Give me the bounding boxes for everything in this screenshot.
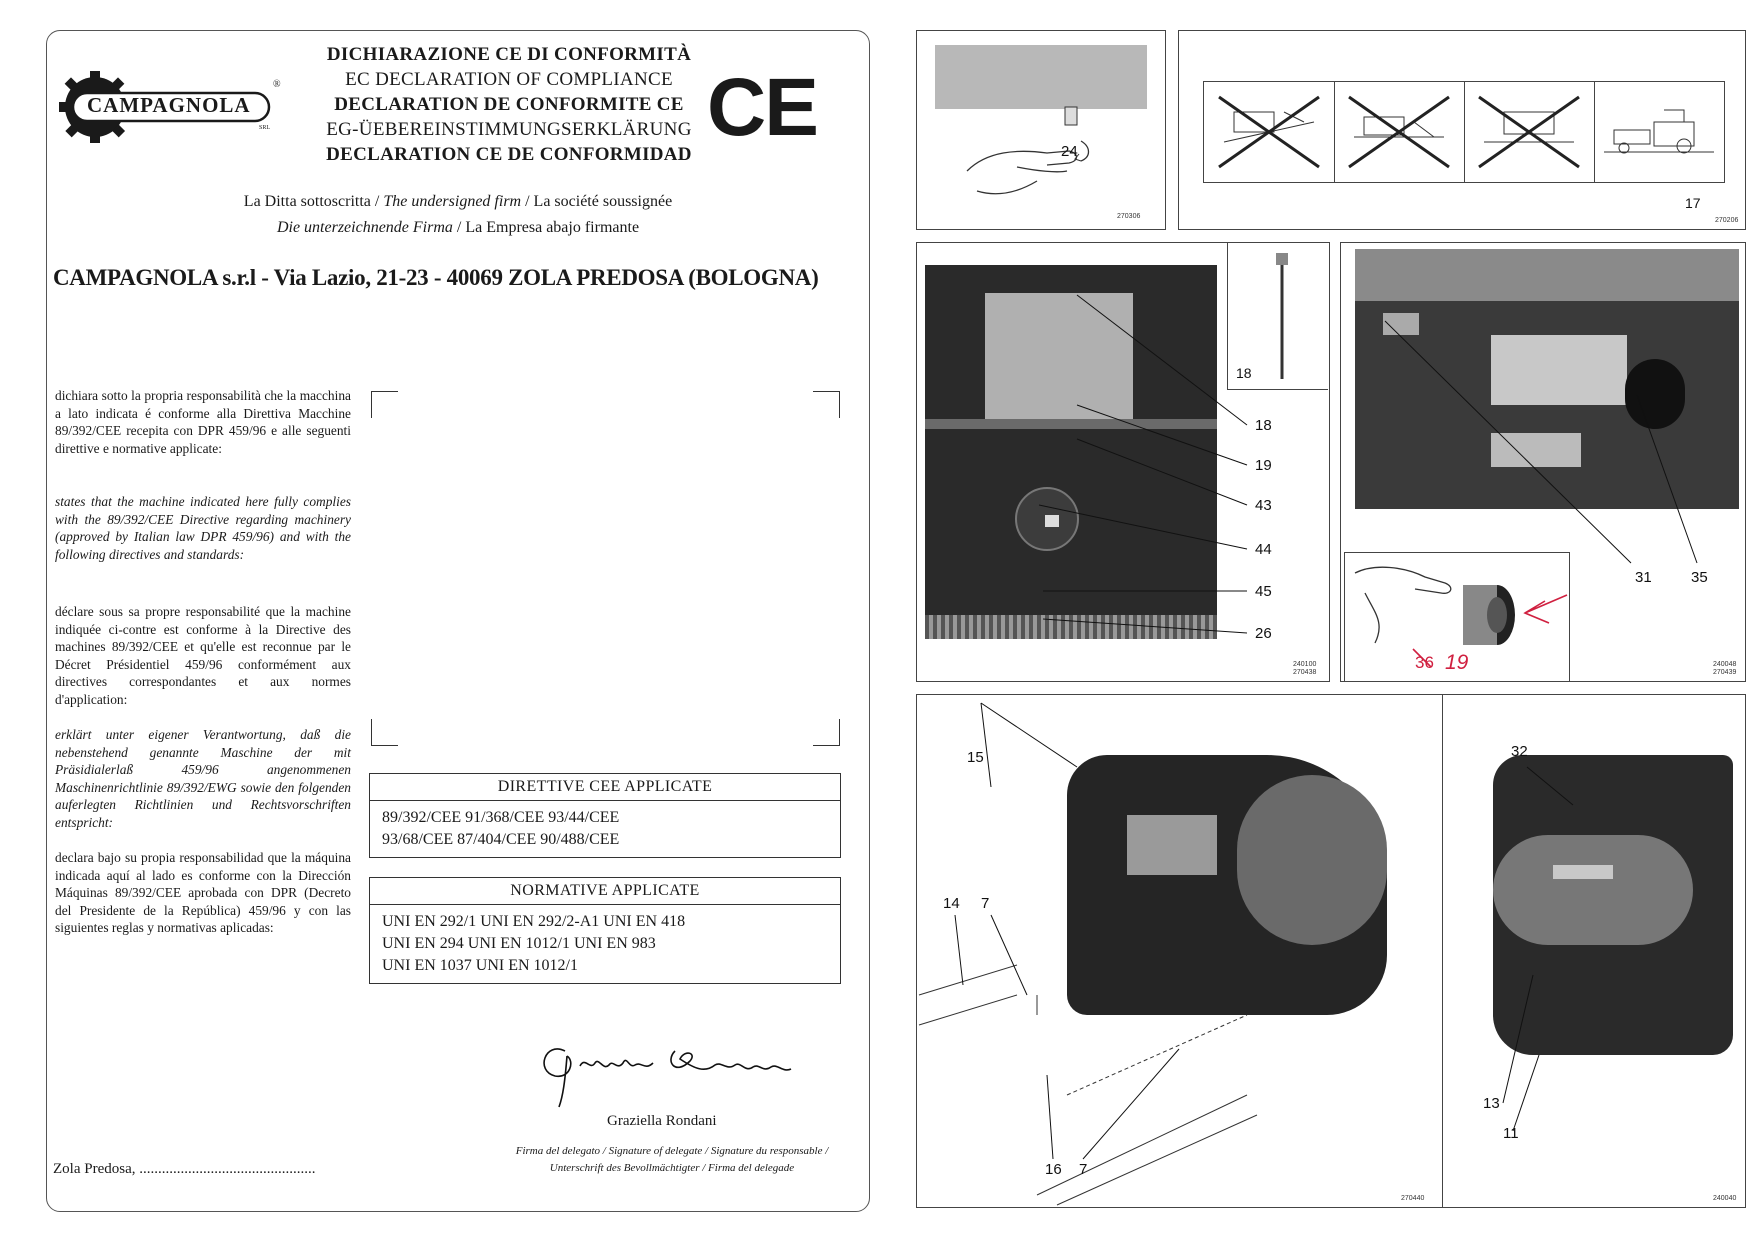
figure-tank-support [1442,694,1746,1208]
figure-code: 240040 [1713,1195,1737,1202]
directives-heading: DIRETTIVE CEE APPLICATE [370,774,840,801]
callout-43: 43 [1255,497,1272,514]
figure-hitch-positions [1178,30,1746,230]
statement-italian: dichiara sotto la propria responsabilità che la macchina a lato indicata é conforme alla Direttiva Macchine 89/392/CEE recepita con DPR 459/96 e alle seguenti direttive e normative applicate: [55,388,351,456]
callout-35: 35 [1691,569,1708,586]
callout-14: 14 [943,895,960,912]
handwritten-callout-19: 19 [1445,651,1469,674]
campagnola-logo: CAMPAGNOLA ® SRL [57,71,297,148]
norms-list: UNI EN 292/1 UNI EN 292/2-A1 UNI EN 418 UNI EN 294 UNI EN 1012/1 UNI EN 983 UNI EN 1037 UNI EN 1012/1 [382,913,686,974]
frame-corner-tr [813,391,840,418]
signature-caption: Firma del delegato / Signature of delegate / Signature du responsable / Unterschrift des Bevollmächtigter / Firma del delegade [515,1145,829,1174]
callout-7-lower: 7 [1079,1161,1088,1178]
figure-code: 270440 [1401,1195,1425,1202]
declaration-panel [46,30,870,1212]
callout-18: 18 [1255,417,1272,434]
ce-mark: CE [707,62,817,153]
norms-heading: NORMATIVE APPLICATE [370,878,840,905]
figure-code: 240048 270439 [1713,661,1737,676]
hand-illustration [957,101,1107,211]
hitch-panels [1203,81,1725,183]
statement-spanish: declara bajo su propia responsabilidad que la máquina indicada aquí al lado es conforme con la Dirección Máquinas 89/392/CEE aprobada con DPR (Decreto del Presidente de la República) 459/96 y con las siguientes reglas y normativas aplicadas: [55,850,351,935]
handwritten-signature [525,1021,825,1111]
title-it: DICHIARAZIONE CE DI CONFORMITÀ [326,44,692,65]
tank-underside [935,45,1147,109]
figure-drain-valve [916,30,1166,230]
figure-compressor-valves [916,242,1330,682]
callout-26: 26 [1255,625,1272,642]
callout-19: 19 [1255,457,1272,474]
prohibited-icon [1464,82,1594,182]
place-and-date: Zola Predosa, ............................................... [53,1161,316,1177]
title-es: DECLARATION CE DE CONFORMIDAD [326,144,692,165]
panel-correct [1594,82,1724,182]
callout-7-upper: 7 [981,895,990,912]
firm-line-1: La Ditta sottoscritta / The undersigned firm / La société soussignée [243,193,673,210]
figure-code: 270206 [1715,217,1739,224]
statement-french: déclare sous sa propre responsabilité que la machine indiquée ci-contre est conforme à la Directive des machines 89/392/CEE et qu'elle est reconnue par le Décret Présidentiel 459/96 conformément aux directives correspondantes et aux normes d'application: [55,604,351,707]
callout-32: 32 [1511,743,1528,760]
figure-code: 240100 270438 [1293,661,1317,676]
callout-24: 24 [1061,143,1078,160]
statement-german: erklärt unter eigener Verantwortung, daß die nebenstehend genannte Maschine der mit Präsidialerlaß 459/96 angenommenen Maschinenrichtlinie 89/392/EWG sowie den folgenden auferlegten Richtlinien und Rechtsvorschriften entspricht: [55,727,351,830]
tractor-icon [1594,82,1724,182]
callout-13: 13 [1483,1095,1500,1112]
callout-44: 44 [1255,541,1272,558]
dipstick-inset [1227,243,1328,390]
prohibited-icon [1334,82,1464,182]
drawing-lines [917,695,1443,1207]
panel-wrong-2 [1334,82,1465,182]
figure-code: 270306 [1117,213,1141,220]
callout-15: 15 [967,749,984,766]
frame-corner-tl [371,391,398,418]
panel-wrong-3 [1464,82,1595,182]
title-de: EG-ÜEBEREINSTIMMUNGSERKLÄRUNG [326,119,692,140]
norms-box [369,877,841,984]
figure-number: 17 [1685,195,1701,211]
statement-english: states that the machine indicated here fully complies with the 89/392/CEE Directive regarding machinery (approved by Italian law DPR 459/96) and with the following directives and standards: [55,494,351,562]
company-address: CAMPAGNOLA s.r.l - Via Lazio, 21-23 - 40069 ZOLA PREDOSA (BOLOGNA) [53,265,819,290]
frame-corner-br [813,719,840,746]
inset-number: 18 [1236,365,1252,381]
firm-line-2: Die unterzeichnende Firma / La Empresa abajo firmante [276,219,640,236]
callout-16: 16 [1045,1161,1062,1178]
callout-leaders [1443,695,1745,1207]
callout-45: 45 [1255,583,1272,600]
figure-tractor-connection [916,694,1444,1208]
callout-11: 11 [1503,1125,1519,1142]
prohibited-icon [1204,82,1334,182]
figure-filter-element [1344,552,1570,682]
directives-list: 89/392/CEE 91/368/CEE 93/44/CEE 93/68/CEE 87/404/CEE 90/488/CEE [382,809,620,848]
callout-31: 31 [1635,569,1652,586]
directives-box [369,773,841,858]
signatory-name: Graziella Rondani [607,1113,717,1129]
struck-callout-36: 36 [1415,653,1434,672]
panel-wrong-1 [1204,82,1335,182]
title-en: EC DECLARATION OF COMPLIANCE [345,69,673,90]
title-fr: DECLARATION DE CONFORMITE CE [334,94,684,115]
frame-corner-bl [371,719,398,746]
